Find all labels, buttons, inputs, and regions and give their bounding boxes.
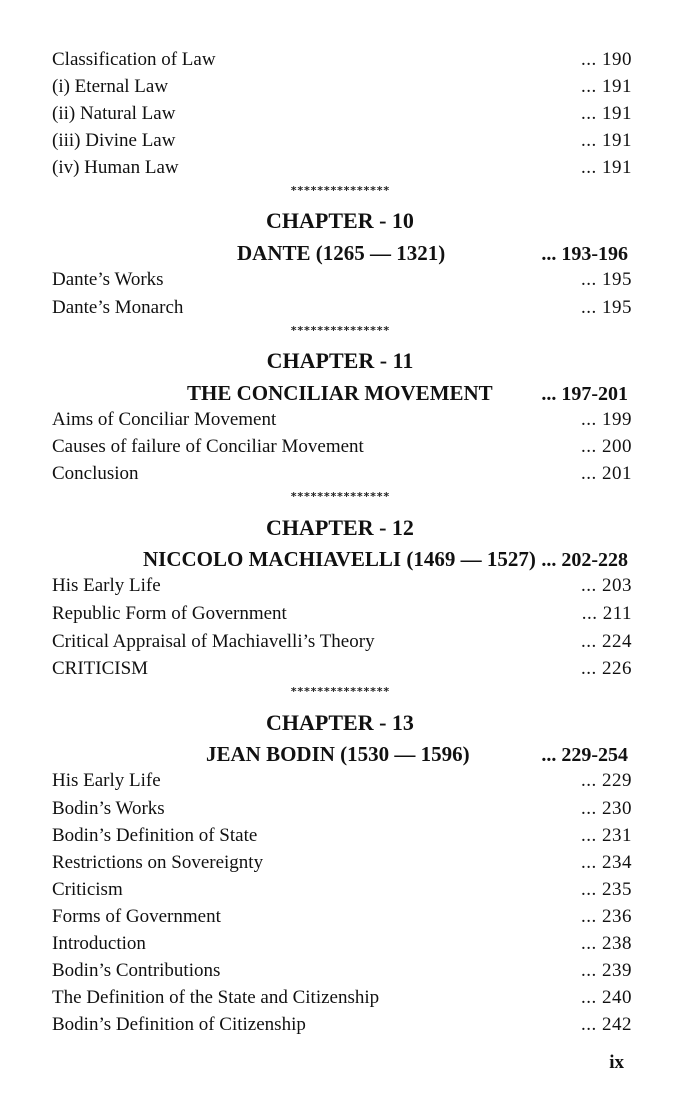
entry-title: The Definition of the State and Citizenship [52,987,380,1008]
entry-page: ... 242 [581,1014,632,1035]
entry-page: ... 191 [581,157,632,178]
entry-title: CRITICISM [52,658,149,679]
toc-entry [52,1012,632,1038]
toc-entry [52,101,632,127]
entry-title: (ii) Natural Law [52,103,176,124]
entry-title: Criticism [52,879,123,900]
toc-entry [52,796,632,822]
entry-page: ... 234 [581,852,632,873]
entry-title: Aims of Conciliar Movement [52,409,277,430]
chapter-title: NICCOLO MACHIAVELLI (1469 — 1527) [143,547,536,571]
toc-entry [52,629,632,655]
entry-page: ... 200 [581,436,632,457]
entry-page: ... 226 [581,658,632,679]
toc-entry [52,47,632,73]
toc-entry [52,573,632,599]
chapter-page-range: ... 193-196 [541,243,628,265]
toc-entry [52,267,632,293]
entry-title: (iv) Human Law [52,157,179,178]
chapter-title: DANTE (1265 — 1321) [237,241,446,265]
entry-title: Restrictions on Sovereignty [52,852,264,873]
toc-entry [52,74,632,100]
entry-page: ... 191 [581,130,632,151]
section-separator: *************** [290,685,390,698]
entry-title: Classification of Law [52,49,216,70]
entry-page: ... 224 [581,631,632,652]
section-separator: *************** [290,324,390,337]
entry-page: ... 240 [581,987,632,1008]
chapter-page-range: ... 197-201 [541,383,628,405]
entry-page: ... 191 [581,103,632,124]
entry-page: ... 231 [581,825,632,846]
entry-page: ... 211 [581,603,632,624]
toc-entry [52,155,632,181]
toc-entry [52,985,632,1011]
toc-entry [52,295,632,321]
entry-title: Introduction [52,933,146,954]
entry-title: Bodin’s Definition of Citizenship [52,1014,306,1035]
entry-title: (i) Eternal Law [52,76,169,97]
entry-title: Conclusion [52,463,139,484]
entry-title: Dante’s Works [52,269,164,290]
chapter-heading: CHAPTER - 11 [266,348,414,373]
chapter-heading: CHAPTER - 10 [266,208,414,233]
entry-page: ... 191 [581,76,632,97]
toc-entry [52,904,632,930]
entry-page: ... 201 [581,463,632,484]
entry-page: ... 236 [581,906,632,927]
entry-page: ... 239 [581,960,632,981]
chapter-title: THE CONCILIAR MOVEMENT [187,381,493,405]
entry-title: Republic Form of Government [52,603,287,624]
toc-entry [52,656,632,682]
entry-title: (iii) Divine Law [52,130,176,151]
chapter-title: JEAN BODIN (1530 — 1596) [206,742,470,766]
entry-title: Bodin’s Works [52,798,165,819]
entry-title: Forms of Government [52,906,221,927]
toc-entry [52,823,632,849]
entry-title: Bodin’s Contributions [52,960,221,981]
entry-title: Bodin’s Definition of State [52,825,258,846]
toc-entry [52,434,632,460]
entry-page: ... 230 [581,798,632,819]
entry-title: Causes of failure of Conciliar Movement [52,436,364,457]
toc-entry [52,128,632,154]
entry-title: His Early Life [52,575,161,596]
toc-entry [52,461,632,487]
entry-page: ... 195 [581,297,632,318]
entry-title: Dante’s Monarch [52,297,184,318]
toc-entry [52,601,632,627]
entry-page: ... 235 [581,879,632,900]
chapter-page-range: ... 202-228 [541,549,628,571]
entry-page: ... 190 [581,49,632,70]
toc-entry [52,407,632,433]
entry-page: ... 195 [581,269,632,290]
entry-title: Critical Appraisal of Machiavelli’s Theory [52,631,375,652]
toc-entry [52,850,632,876]
entry-page: ... 199 [581,409,632,430]
chapter-page-range: ... 229-254 [541,744,628,766]
chapter-heading: CHAPTER - 12 [266,515,414,540]
toc-entry [52,877,632,903]
toc-entry [52,958,632,984]
entry-page: ... 229 [581,770,632,791]
toc-entry [52,768,632,794]
chapter-heading: CHAPTER - 13 [266,710,414,735]
toc-entry [52,931,632,957]
page-number: ix [609,1052,624,1073]
entry-page: ... 203 [581,575,632,596]
entry-title: His Early Life [52,770,161,791]
entry-page: ... 238 [581,933,632,954]
section-separator: *************** [290,184,390,197]
section-separator: *************** [290,490,390,503]
